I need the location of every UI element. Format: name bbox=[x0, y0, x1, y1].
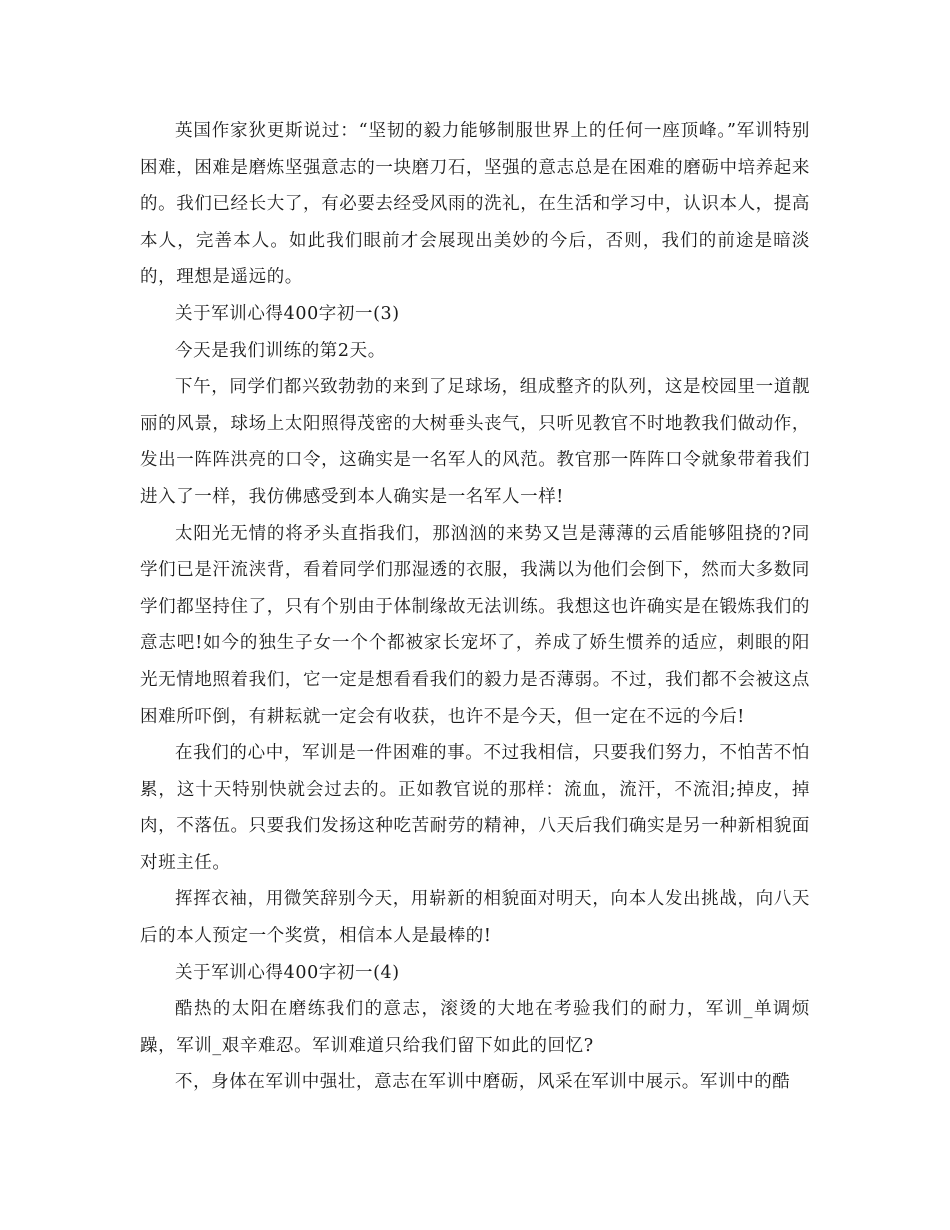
paragraph-hot-sun: 酷热的太阳在磨练我们的意志，滚烫的大地在考验我们的耐力，军训_单调烦躁，军训_艰辛难忍。军训难道只给我们留下如此的回忆? bbox=[140, 999, 810, 1056]
paragraph-afternoon: 下午，同学们都兴致勃勃的来到了足球场，组成整齐的队列，这是校园里一道靓丽的风景，球场上太阳照得茂密的大树垂头丧气，只听见教官不时地教我们做动作，发出一阵阵洪亮的口令，这确实是一名军人的风范。教官那一阵阵口令就象带着我们进入了一样，我仿佛感受到本人确实是一名军人一样! bbox=[140, 377, 810, 507]
section-heading-4: 关于军训心得400字初一(4) bbox=[175, 962, 400, 983]
paragraph-day-two: 今天是我们训练的第2天。 bbox=[175, 340, 386, 361]
paragraph-wave-sleeves: 挥挥衣袖，用微笑辞别今天，用崭新的相貌面对明天，向本人发出挑战，向八天后的本人预定一个奖赏，相信本人是最棒的! bbox=[140, 889, 810, 947]
paragraph-body-strong: 不，身体在军训中强壮，意志在军训中磨砺，风采在军训中展示。军训中的酷 bbox=[175, 1072, 791, 1093]
section-heading-3: 关于军训心得400字初一(3) bbox=[175, 303, 400, 324]
paragraph-dickens-quote: 英国作家狄更斯说过：“坚韧的毅力能够制服世界上的任何一座顶峰。”军训特别困难，困难是磨炼坚强意志的一块磨刀石，坚强的意志总是在困难的磨砺中培养起来的。我们已经长大了，有必要去经受风雨的洗礼，在生活和学习中，认识本人，提高本人，完善本人。如此我们眼前才会展现出美妙的今后，否则，我们的前途是暗淡的，理想是遥远的。 bbox=[140, 121, 810, 288]
document-body bbox=[140, 113, 810, 1101]
paragraph-sunlight: 太阳光无情的将矛头直指我们，那汹汹的来势又岂是薄薄的云盾能够阻挠的?同学们已是汗流浃背，看着同学们那湿透的衣服，我满以为他们会倒下，然而大多数同学们都坚持住了，只有个别由于体制缘故无法训练。我想这也许确实是在锻炼我们的意志吧!如今的独生子女一个个都被家长宠坏了，养成了娇生惯养的适应，刺眼的阳光无情地照着我们，它一定是想看看我们的毅力是否薄弱。不过，我们都不会被这点困难所吓倒，有耕耘就一定会有收获，也许不是今天，但一定在不远的今后! bbox=[140, 523, 810, 727]
paragraph-in-our-hearts: 在我们的心中，军训是一件困难的事。不过我相信，只要我们努力，不怕苦不怕累，这十天特别快就会过去的。正如教官说的那样：流血，流汗，不流泪;掉皮，掉肉，不落伍。只要我们发扬这种吃苦耐劳的精神，八天后我们确实是另一种新相貌面对班主任。 bbox=[140, 743, 810, 873]
